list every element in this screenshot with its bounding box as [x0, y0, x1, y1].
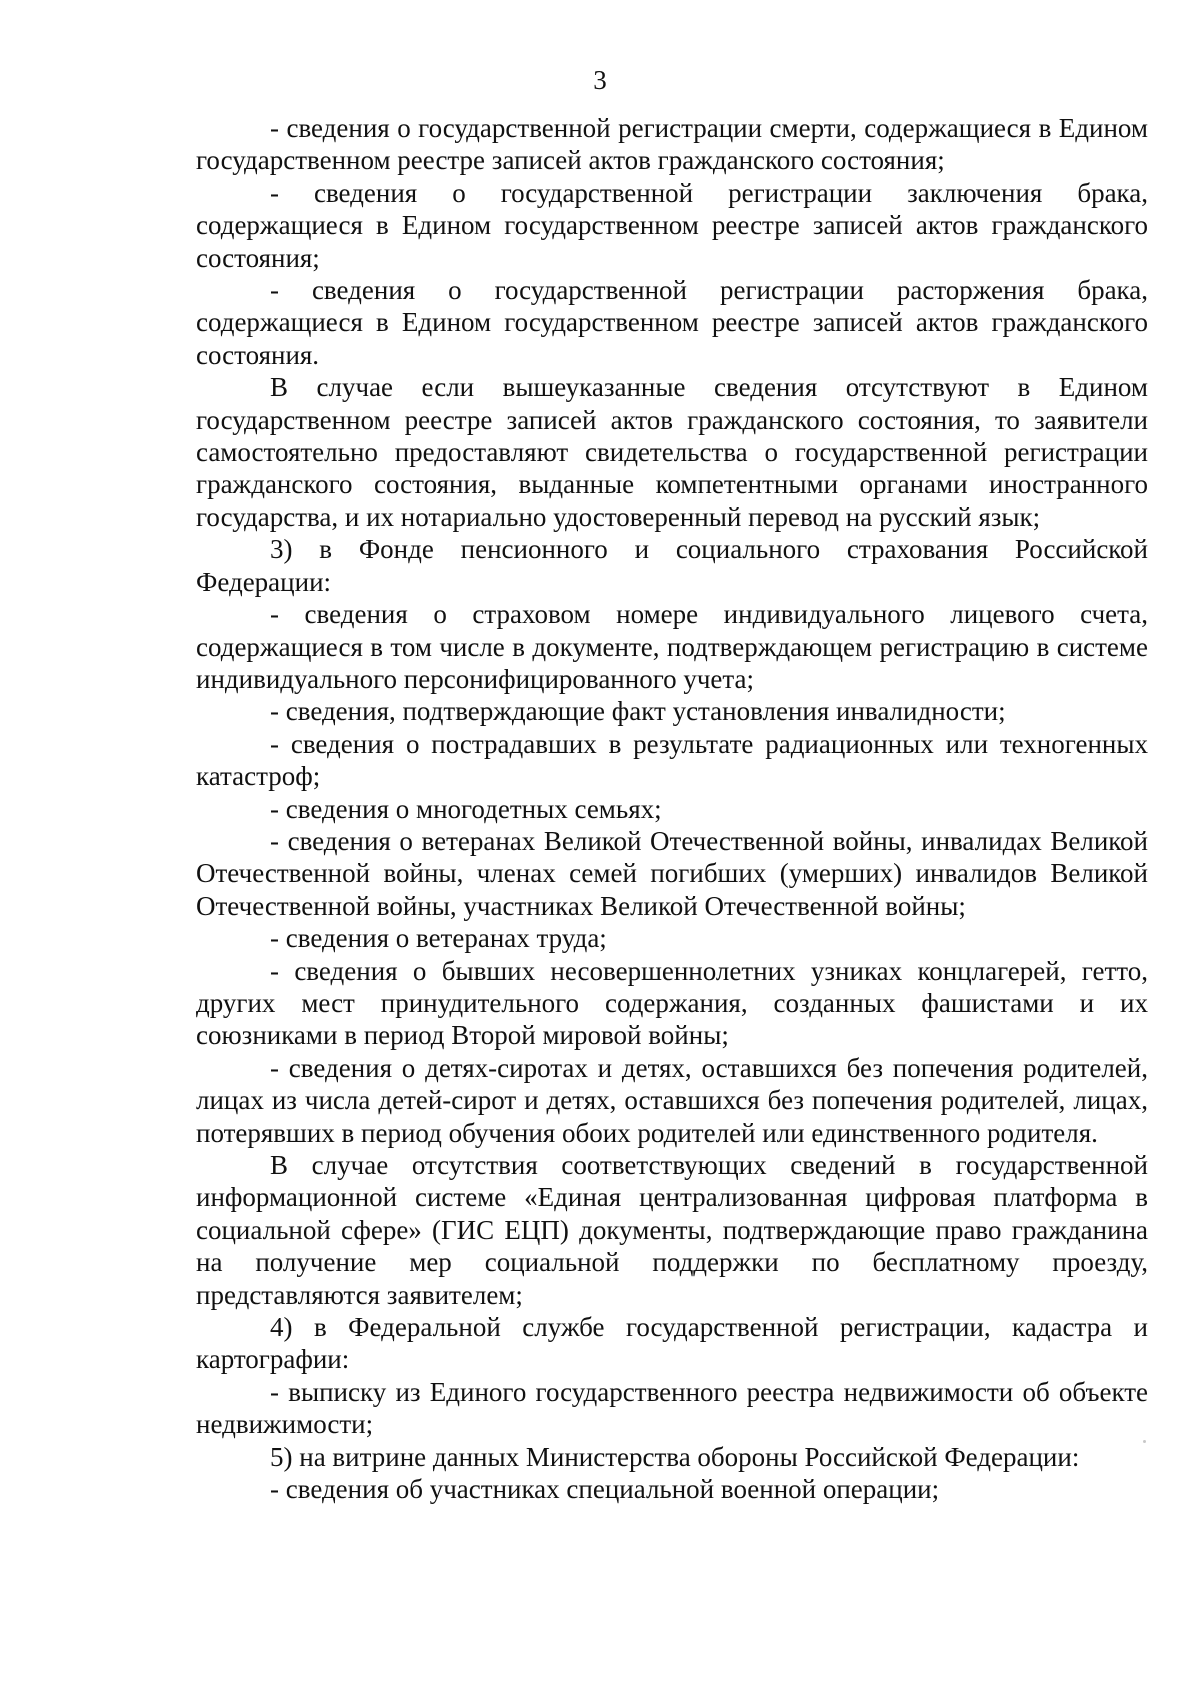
paragraph-item-3-pension-fund: 3) в Фонде пенсионного и социального страхования Российской Федерации: — [196, 534, 1148, 597]
paragraph-radiation-victims: - сведения о пострадавших в результате радиационных или техногенных катастроф; — [196, 728, 1148, 792]
paragraph-item-4-rosreestr: 4) в Федеральной службе государственной регистрации, кадастра и картографии: — [196, 1312, 1148, 1375]
paragraph-marriage-registration: - сведения о государственной регистрации заключения брака, содержащиеся в Едином государственном реестре записей актов гражданского состояния; — [196, 177, 1148, 273]
paragraph-disability: - сведения, подтверждающие факт установления инвалидности; — [270, 696, 1006, 727]
paragraph-real-estate-extract: - выписку из Единого государственного реестра недвижимости об объекте недвижимости; — [196, 1376, 1148, 1440]
paragraph-item-5-defense-ministry: 5) на витрине данных Министерства обороны Российской Федерации: — [270, 1441, 1080, 1472]
paragraph-svo-participants: - сведения об участниках специальной военной операции; — [270, 1474, 940, 1505]
paragraph-gis-ecp: В случае отсутствия соответствующих сведений в государственной информационной системе «Единая централизованная цифровая платформа в социальной сфере» (ГИС ЕЦП) документы, подтверждающие право гражданина на получение мер социальной поддержки по бесплатному проезду, представляются заявителем; — [196, 1150, 1148, 1310]
paragraph-camp-prisoners: - сведения о бывших несовершеннолетних узниках концлагерей, гетто, других мест принудительного содержания, созданных фашистами и их союзниками в период Второй мировой войны; — [196, 955, 1148, 1051]
paragraph-insurance-number: - сведения о страховом номере индивидуального лицевого счета, содержащиеся в том числе в документе, подтверждающем регистрацию в системе индивидуального персонифицированного учета; — [196, 599, 1148, 694]
paragraph-divorce-registration: - сведения о государственной регистрации расторжения брака, содержащиеся в Едином государственном реестре записей актов гражданского состояния. — [196, 275, 1148, 370]
paragraph-wwii-veterans: - сведения о ветеранах Великой Отечественной войны, инвалидах Великой Отечественной войны, членах семей погибших (умерших) инвалидов Великой Отечественной войны, участниках Великой Отечественной войны; — [196, 825, 1148, 921]
scan-speck — [1143, 1440, 1146, 1443]
paragraph-orphans: - сведения о детях-сиротах и детях, оставшихся без попечения родителей, лицах из числа детей-сирот и детях, оставшихся без попечения родителей, лицах, потерявших в период обучения обоих родителей или единственного родителя. — [196, 1052, 1148, 1148]
paragraph-large-families: - сведения о многодетных семьях; — [270, 793, 662, 824]
paragraph-labor-veterans: - сведения о ветеранах труда; — [270, 923, 607, 954]
page-number: 3 — [593, 65, 607, 95]
paragraph-foreign-certificates: В случае если вышеуказанные сведения отсутствуют в Едином государственном реестре записей актов гражданского состояния, то заявители самостоятельно предоставляют свидетельства о государственной регистрации гражданского состояния, выданные компетентными органами иностранного государства, и их нотариально удостоверенный перевод на русский язык; — [196, 372, 1148, 532]
paragraph-death-registration: - сведения о государственной регистрации смерти, содержащиеся в Едином государственном реестре записей актов гражданского состояния; — [196, 113, 1148, 176]
document-body — [196, 112, 1148, 1505]
